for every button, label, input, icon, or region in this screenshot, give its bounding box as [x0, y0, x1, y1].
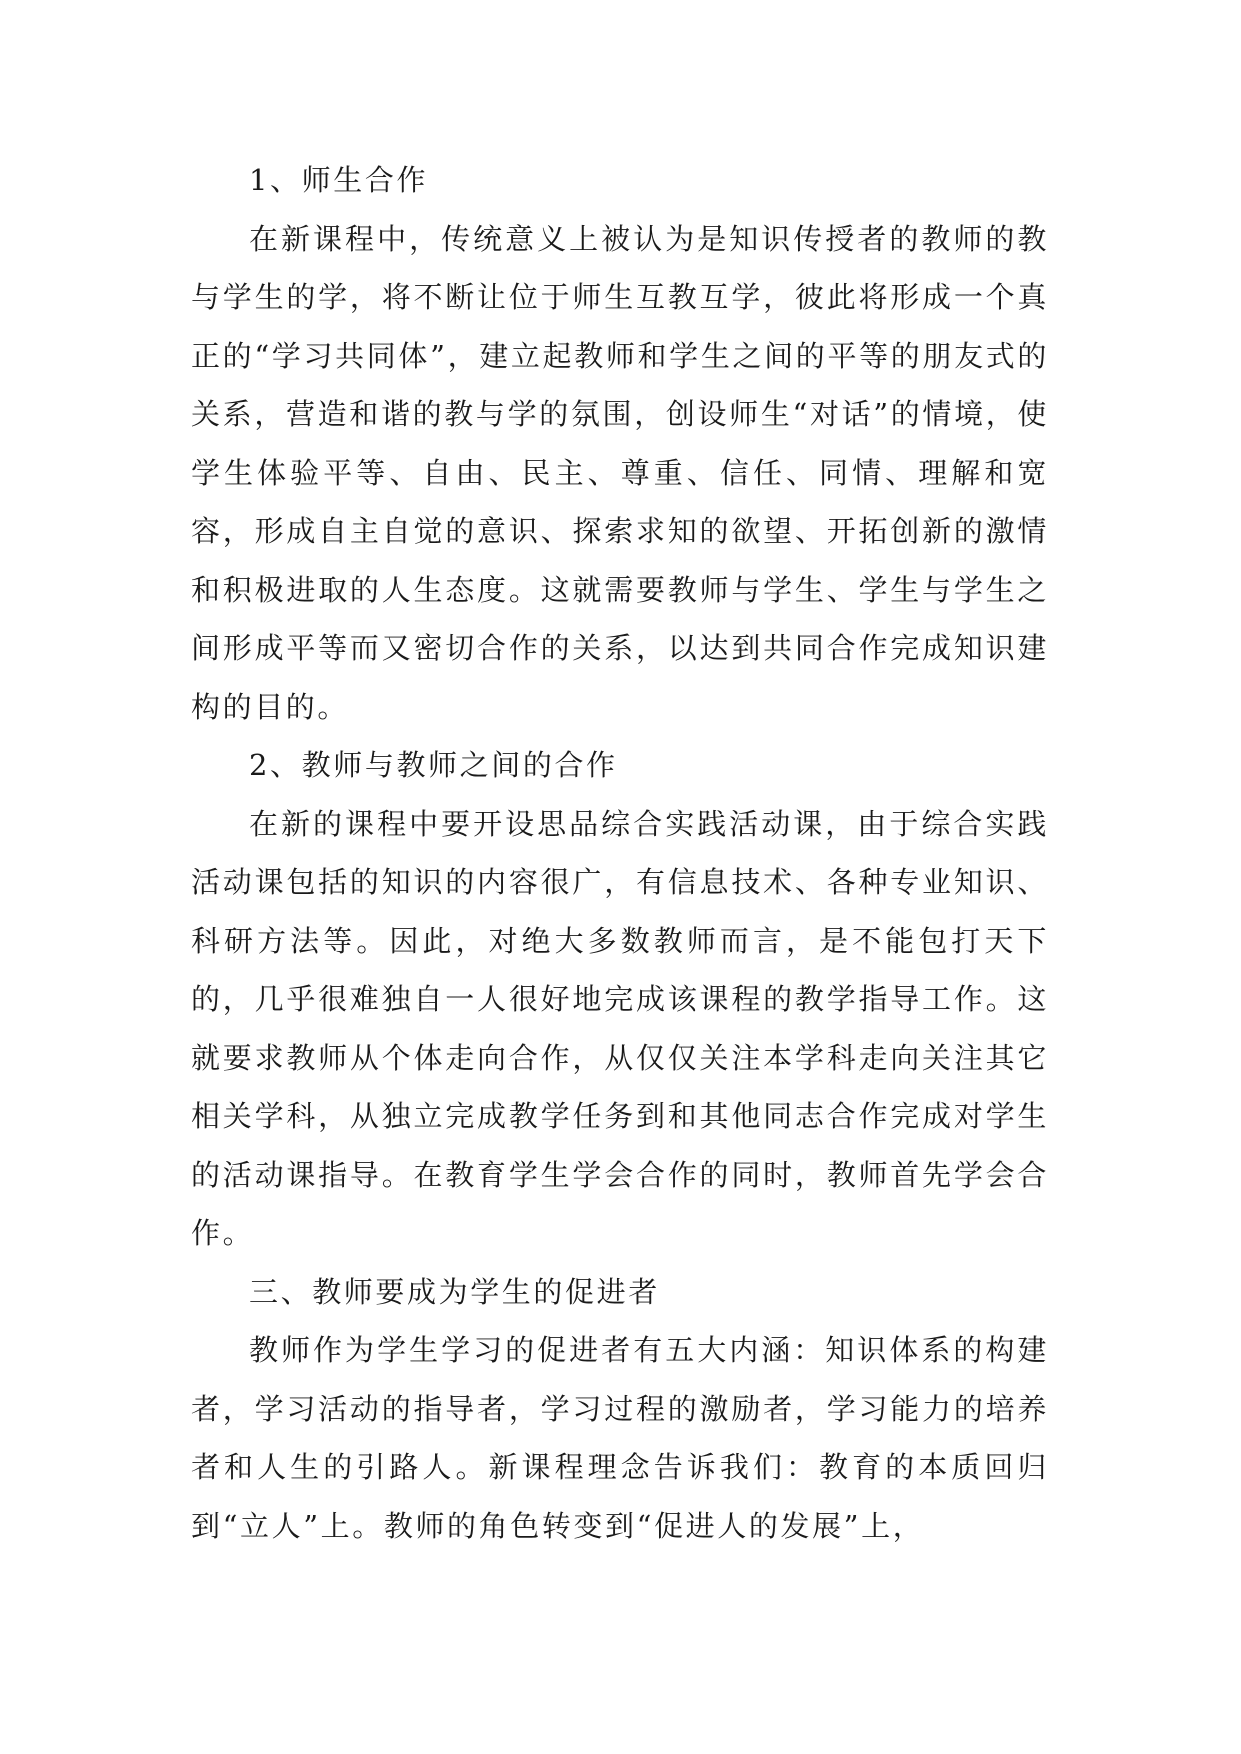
- body-paragraph: 在新课程中，传统意义上被认为是知识传授者的教师的教与学生的学，将不断让位于师生互教互学，彼此将形成一个真正的“学习共同体”，建立起教师和学生之间的平等的朋友式的关系，营造和谐的教与学的氛围，创设师生“对话”的情境，使学生体验平等、自由、民主、尊重、信任、同情、理解和宽容，形成自主自觉的意识、探索求知的欲望、开拓创新的激情和积极进取的人生态度。这就需要教师与学生、学生与学生之间形成平等而又密切合作的关系，以达到共同合作完成知识建构的目的。: [191, 221, 1049, 724]
- section-heading: 1、师生合作: [249, 163, 429, 197]
- section-heading: 2、教师与教师之间的合作: [249, 748, 618, 782]
- body-paragraph: 教师作为学生学习的促进者有五大内涵：知识体系的构建者，学习活动的指导者，学习过程的激励者，学习能力的培养者和人生的引路人。新课程理念告诉我们：教育的本质回归到“立人”上。教师的角色转变到“促进人的发展”上，: [191, 1333, 1049, 1543]
- section-heading: 三、教师要成为学生的促进者: [249, 1274, 660, 1309]
- body-paragraph: 在新的课程中要开设思品综合实践活动课，由于综合实践活动课包括的知识的内容很广，有信息技术、各种专业知识、科研方法等。因此，对绝大多数教师而言，是不能包打天下的，几乎很难独自一人很好地完成该课程的教学指导工作。这就要求教师从个体走向合作，从仅仅关注本学科走向关注其它相关学科，从独立完成教学任务到和其他同志合作完成对学生的活动课指导。在教育学生学会合作的同时，教师首先学会合作。: [191, 806, 1049, 1250]
- document-page: [191, 151, 1049, 1555]
